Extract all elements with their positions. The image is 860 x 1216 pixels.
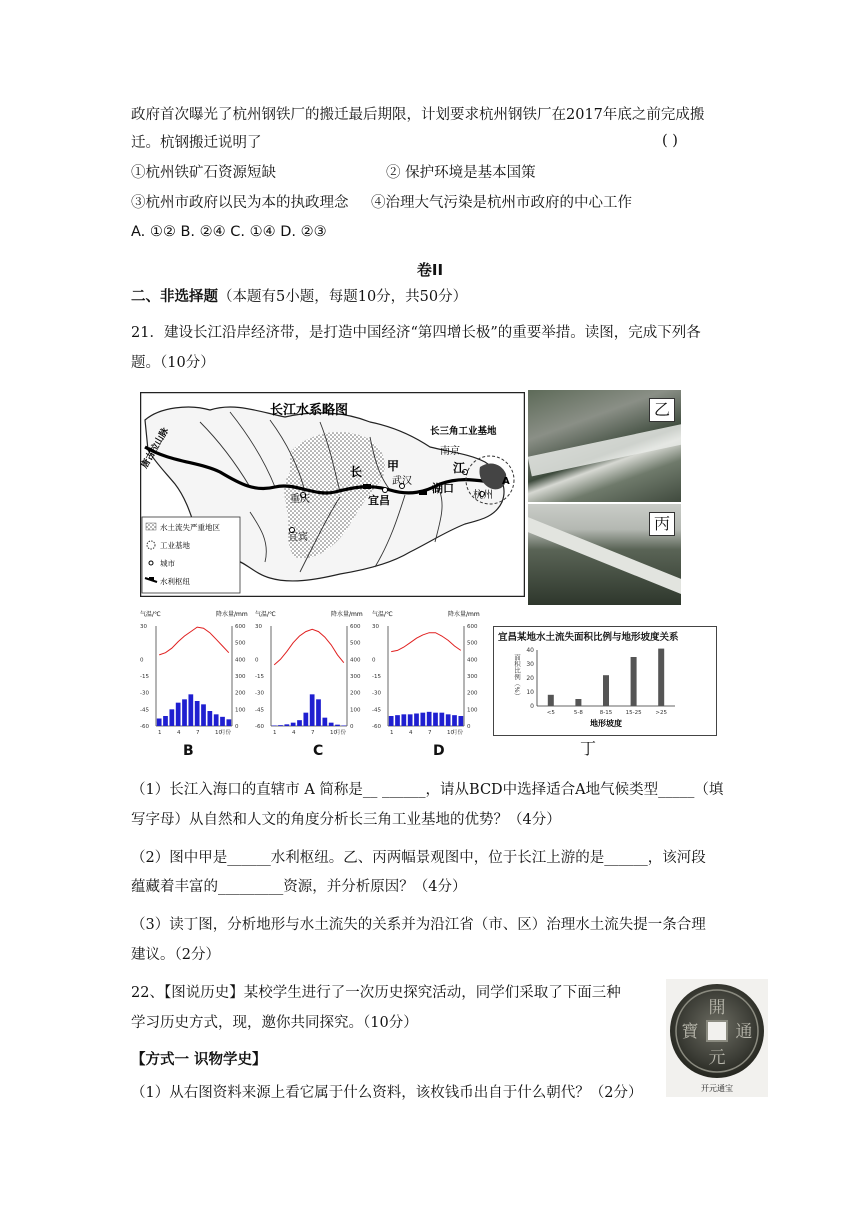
precip-bar bbox=[427, 712, 432, 726]
precip-bar bbox=[272, 726, 277, 727]
industrial-base-label: 长三角工业基地 bbox=[430, 426, 497, 437]
volume-title: 卷II bbox=[416, 261, 444, 279]
precip-bar bbox=[163, 716, 168, 726]
precip-axis-label: 降水量/mm bbox=[216, 611, 248, 618]
temp-tick: -60 bbox=[140, 724, 149, 730]
precip-tick: 300 bbox=[350, 674, 361, 680]
q22-sub1: （1）从右图资料来源上看它属于什么资料，该枚钱币出自于什么朝代？（2分） bbox=[131, 1085, 643, 1101]
precip-bar bbox=[341, 726, 346, 727]
month-tick: 4 bbox=[177, 730, 181, 736]
river-label-jiang: 江 bbox=[453, 461, 466, 475]
temp-tick: -30 bbox=[255, 690, 264, 697]
month-tick: 10 bbox=[330, 730, 337, 736]
climate-label-d: D bbox=[433, 743, 445, 759]
coin-caption: 开元通宝 bbox=[701, 1084, 733, 1093]
q21-sub2-line2: 蕴藏着丰富的_________资源，并分析原因？（4分） bbox=[131, 879, 467, 895]
precip-bar bbox=[201, 704, 206, 726]
precip-bar bbox=[310, 694, 315, 726]
label-hukou: 湖口 bbox=[432, 482, 454, 495]
precip-bar bbox=[291, 723, 296, 726]
precip-bar bbox=[458, 716, 463, 726]
coin-image bbox=[666, 979, 768, 1097]
q20-option-1: ①杭州铁矿石资源短缺 bbox=[131, 165, 276, 181]
slope-bar bbox=[575, 699, 581, 706]
q20-choices: A. ①② B. ②④ C. ①④ D. ②③ bbox=[131, 224, 327, 240]
slope-bar bbox=[631, 657, 637, 706]
precip-tick: 300 bbox=[235, 674, 246, 680]
precip-tick: 200 bbox=[350, 690, 361, 697]
photo-yi bbox=[528, 390, 681, 502]
temp-axis-label: 气温/℃ bbox=[372, 611, 393, 618]
city-wuhan: 武汉 bbox=[392, 476, 412, 487]
slope-x-tick: >25 bbox=[655, 710, 668, 716]
temperature-line bbox=[159, 627, 229, 655]
precip-tick: 600 bbox=[235, 624, 246, 630]
precip-tick: 500 bbox=[467, 640, 478, 647]
climate-chart-c bbox=[255, 608, 367, 736]
svg-text:水土流失严重地区: 水土流失严重地区 bbox=[160, 523, 220, 532]
climate-chart-b bbox=[140, 608, 252, 736]
precip-bar bbox=[414, 714, 419, 727]
section-note: （本题有5小题，每题10分，共50分） bbox=[218, 289, 468, 305]
river-label-chang: 长 bbox=[350, 465, 363, 479]
precip-bar bbox=[433, 713, 438, 726]
month-axis-label: 月份 bbox=[220, 730, 232, 736]
month-tick: 1 bbox=[158, 730, 162, 736]
city-yibin: 宜宾 bbox=[288, 532, 308, 543]
precip-bar bbox=[446, 714, 451, 726]
precip-tick: 300 bbox=[467, 674, 478, 680]
precip-bar bbox=[195, 701, 200, 726]
temp-tick: 30 bbox=[140, 624, 147, 630]
precip-axis-label: 降水量/mm bbox=[331, 611, 363, 618]
slope-bar-chart bbox=[505, 640, 705, 732]
slope-x-tick: 5-8 bbox=[573, 710, 583, 716]
slope-x-tick: 8-15 bbox=[599, 710, 613, 716]
svg-text:工业基地: 工业基地 bbox=[160, 541, 190, 550]
photo-bing bbox=[528, 504, 681, 605]
precip-bar bbox=[329, 723, 334, 726]
temp-tick: 30 bbox=[372, 624, 379, 630]
precip-tick: 600 bbox=[350, 624, 361, 630]
precip-tick: 0 bbox=[467, 724, 471, 730]
precip-bar bbox=[226, 719, 231, 726]
climate-label-b: B bbox=[183, 743, 194, 759]
slope-bar bbox=[658, 649, 664, 706]
slope-chart-title: 宜昌某地水土流失面积比例与地形坡度关系 bbox=[498, 632, 679, 643]
slope-y-tick: 20 bbox=[526, 675, 534, 682]
precip-bar bbox=[452, 715, 457, 726]
yangtze-map bbox=[140, 392, 525, 597]
precip-tick: 0 bbox=[235, 724, 239, 730]
temp-tick: -60 bbox=[372, 724, 381, 730]
slope-y-tick: 40 bbox=[526, 647, 534, 654]
slope-bar bbox=[603, 675, 609, 706]
way1-heading: 【方式一 识物学史】 bbox=[131, 1052, 267, 1068]
coin-char-right: 通 bbox=[735, 1022, 753, 1042]
precip-bar bbox=[408, 714, 413, 726]
temperature-line bbox=[391, 633, 461, 652]
precip-bar bbox=[439, 713, 444, 726]
month-tick: 7 bbox=[311, 730, 315, 736]
precip-bar bbox=[182, 699, 187, 726]
temp-axis-label: 气温/℃ bbox=[140, 611, 161, 618]
temp-tick: 0 bbox=[372, 657, 376, 664]
q21-sub2-line1: （2）图中甲是______水利枢纽。乙、丙两幅景观图中，位于长江上游的是______，该河段 bbox=[131, 850, 706, 866]
city-nanjing: 南京 bbox=[440, 446, 460, 457]
precip-bar bbox=[303, 713, 308, 726]
month-axis-label: 月份 bbox=[452, 730, 464, 736]
temp-tick: 30 bbox=[255, 624, 262, 630]
precip-tick: 100 bbox=[235, 707, 246, 714]
slope-y-label: 面积比例（%） bbox=[513, 654, 521, 700]
q21-sub3-line1: （3）读丁图，分析地形与水土流失的关系并为沿江省（市、区）治理水土流失提一条合理 bbox=[131, 917, 706, 933]
precip-bar bbox=[297, 720, 302, 726]
precip-bar bbox=[188, 694, 193, 726]
precip-tick: 0 bbox=[350, 724, 354, 730]
temp-tick: -15 bbox=[372, 674, 381, 680]
temperature-line bbox=[274, 629, 344, 665]
precip-tick: 200 bbox=[235, 690, 246, 697]
precip-tick: 400 bbox=[350, 657, 361, 664]
temp-tick: -60 bbox=[255, 724, 264, 730]
precip-bar bbox=[395, 715, 400, 726]
mountain-label: 唐古拉山脉 bbox=[140, 426, 172, 471]
section-title: 二、非选择题 bbox=[131, 289, 218, 305]
photo-yi-label: 乙 bbox=[649, 398, 675, 422]
slope-bar bbox=[548, 695, 554, 706]
month-tick: 10 bbox=[447, 730, 454, 736]
temp-tick: -45 bbox=[255, 707, 264, 714]
precip-bar bbox=[169, 709, 174, 726]
city-yichang: 宜昌 bbox=[368, 494, 390, 507]
q21-sub1-line1: （1）长江入海口的直辖市 A 简称是__ ______，请从BCD中选择适合A地气候类型_____（填 bbox=[131, 782, 724, 798]
q20-line2: 迁。杭钢搬迁说明了 bbox=[131, 135, 262, 151]
month-axis-label: 月份 bbox=[335, 730, 347, 736]
month-tick: 4 bbox=[409, 730, 413, 736]
precip-bar bbox=[157, 719, 162, 727]
slope-x-label: 地形坡度 bbox=[590, 719, 622, 728]
q20-option-2: ② 保护环境是基本国策 bbox=[386, 165, 536, 181]
slope-y-tick: 10 bbox=[526, 689, 534, 696]
precip-tick: 200 bbox=[467, 690, 478, 697]
precip-bar bbox=[278, 725, 283, 726]
slope-ding-label: 丁 bbox=[580, 739, 597, 758]
city-chongqing: 重庆 bbox=[290, 494, 310, 505]
precip-bar bbox=[214, 714, 219, 726]
precip-bar bbox=[420, 713, 425, 726]
month-tick: 1 bbox=[273, 730, 277, 736]
precip-bar bbox=[401, 714, 406, 726]
map-title: 长江水系略图 bbox=[270, 403, 349, 418]
precip-axis-label: 降水量/mm bbox=[448, 611, 480, 618]
temp-tick: -45 bbox=[372, 707, 381, 714]
climate-label-c: C bbox=[313, 743, 324, 759]
city-hangzhou: 杭州 bbox=[473, 490, 493, 501]
q21-sub1-line2: 写字母）从自然和人文的角度分析长三角工业基地的优势？（4分） bbox=[131, 812, 561, 828]
label-a: A bbox=[502, 476, 510, 487]
temp-tick: -30 bbox=[372, 690, 381, 697]
slope-y-tick: 0 bbox=[530, 703, 534, 710]
month-tick: 7 bbox=[196, 730, 200, 736]
photo-bing-label: 丙 bbox=[649, 512, 675, 536]
temp-tick: -15 bbox=[255, 674, 264, 680]
q21-sub3-line2: 建议。（2分） bbox=[131, 947, 220, 963]
temp-tick: -15 bbox=[140, 674, 149, 680]
month-tick: 7 bbox=[428, 730, 432, 736]
precip-tick: 400 bbox=[235, 657, 246, 664]
precip-bar bbox=[389, 716, 394, 726]
svg-text:城市: 城市 bbox=[160, 559, 175, 568]
precip-bar bbox=[220, 717, 225, 726]
month-tick: 10 bbox=[215, 730, 222, 736]
precip-tick: 400 bbox=[467, 657, 478, 664]
slope-x-tick: <5 bbox=[546, 710, 555, 716]
temp-tick: 0 bbox=[140, 657, 144, 664]
q22-line1: 22、【图说历史】某校学生进行了一次历史探究活动，同学们采取了下面三种 bbox=[131, 985, 621, 1001]
precip-bar bbox=[316, 699, 321, 726]
month-tick: 1 bbox=[390, 730, 394, 736]
temp-tick: 0 bbox=[255, 657, 259, 664]
month-tick: 4 bbox=[292, 730, 296, 736]
temp-tick: -45 bbox=[140, 707, 149, 714]
slope-y-tick: 30 bbox=[526, 661, 534, 668]
svg-text:水利枢纽: 水利枢纽 bbox=[160, 577, 190, 586]
temp-axis-label: 气温/℃ bbox=[255, 611, 276, 618]
precip-bar bbox=[335, 725, 340, 726]
q22-line2: 学习历史方式，现，邀你共同探究。（10分） bbox=[131, 1015, 418, 1031]
q20-option-4: ④治理大气污染是杭州市政府的中心工作 bbox=[371, 195, 632, 211]
map-legend bbox=[142, 517, 240, 593]
precip-tick: 100 bbox=[467, 707, 478, 714]
q20-line1: 政府首次曝光了杭州钢铁厂的搬迁最后期限，计划要求杭州钢铁厂在2017年底之前完成搬 bbox=[131, 107, 705, 123]
coin-char-left: 寶 bbox=[681, 1022, 699, 1042]
temp-tick: -30 bbox=[140, 690, 149, 697]
precip-bar bbox=[322, 718, 327, 726]
precip-tick: 100 bbox=[350, 707, 361, 714]
slope-x-tick: 15-25 bbox=[625, 710, 642, 716]
precip-tick: 600 bbox=[467, 624, 478, 630]
precip-tick: 500 bbox=[350, 640, 361, 647]
precip-tick: 500 bbox=[235, 640, 246, 647]
q21-line1: 21．建设长江沿岸经济带，是打造中国经济“第四增长极”的重要举措。读图，完成下列各 bbox=[131, 325, 701, 341]
coin-char-top: 開 bbox=[708, 998, 726, 1018]
label-jia: 甲 bbox=[387, 459, 400, 473]
precip-bar bbox=[176, 703, 181, 726]
answer-parentheses: ( ) bbox=[662, 133, 678, 149]
q21-line2: 题。（10分） bbox=[131, 355, 215, 371]
precip-bar bbox=[207, 711, 212, 726]
climate-chart-d bbox=[372, 608, 484, 736]
precip-bar bbox=[284, 724, 289, 726]
coin-char-bottom: 元 bbox=[708, 1048, 726, 1068]
q20-option-3: ③杭州市政府以民为本的执政理念 bbox=[131, 195, 349, 211]
